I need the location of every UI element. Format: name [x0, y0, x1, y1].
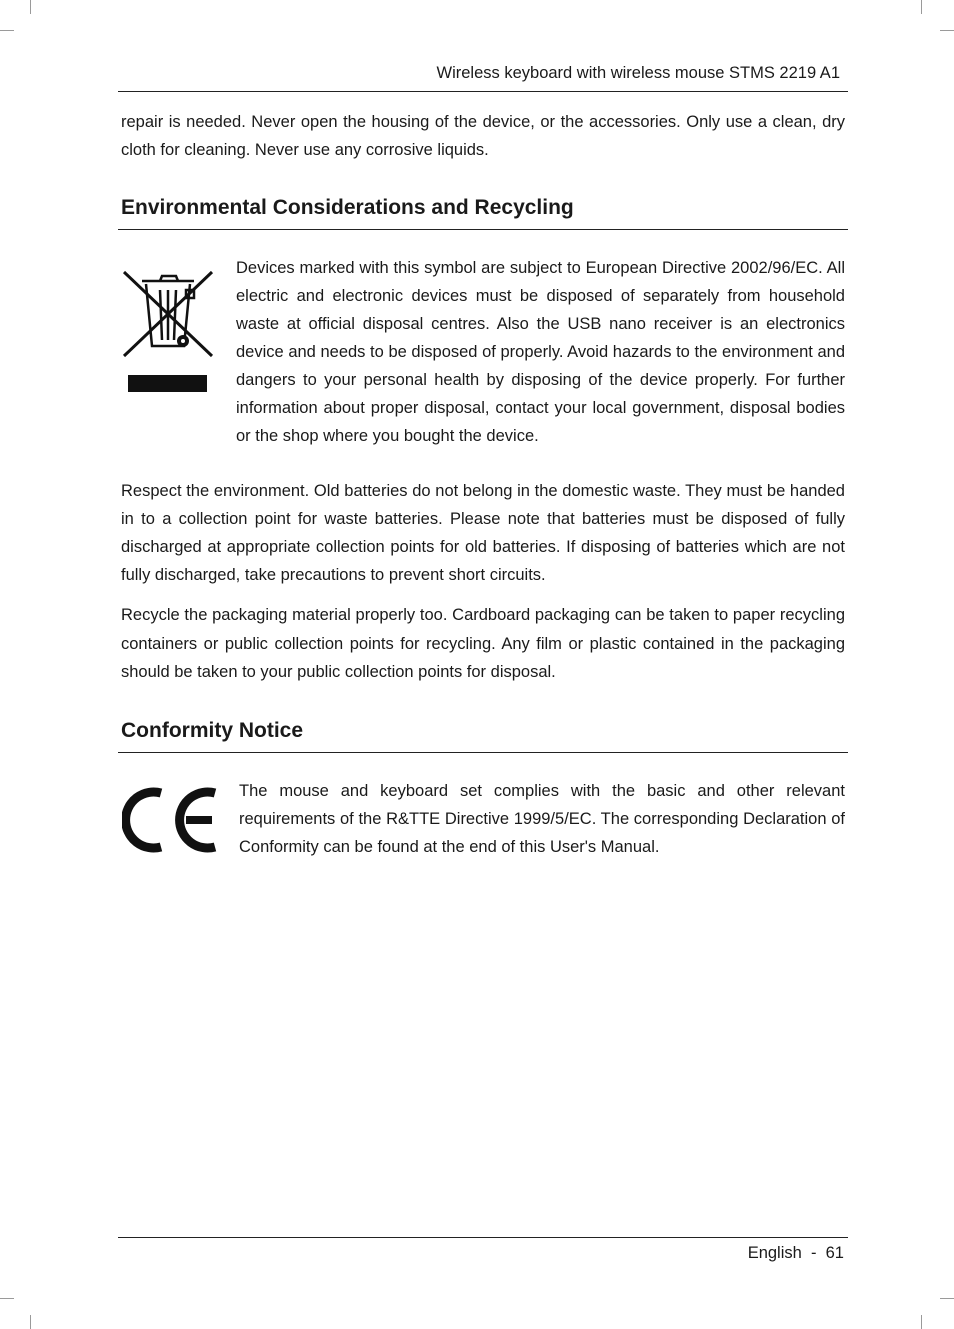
page-footer: English - 61 [747, 1244, 844, 1262]
packaging-paragraph: Recycle the packaging material properly too. Cardboard packaging can be taken to paper recycling containers or public collection points for recycling. Any film or plastic contained in the packaging should be taken to your public collection points for disposal. [121, 606, 845, 681]
ce-mark-icon [122, 784, 222, 856]
crop-mark [921, 1315, 922, 1329]
crop-mark [30, 0, 31, 14]
footer-rule [118, 1237, 848, 1238]
crop-mark [940, 30, 954, 31]
weee-paragraph: Devices marked with this symbol are subject to European Directive 2002/96/EC. All electric and electronic devices must be disposed of separately from household waste at official disposal centres. Also the USB nano receiver is an electronics device and needs to be disposed of properly. Avoid hazards to the environment and dangers to your personal health by disposing of the device properly. For further information about proper disposal, contact your local government, disposal bodies or the shop where you bought the device. [236, 259, 845, 445]
crossed-out-wheelie-bin-icon [120, 266, 216, 394]
section-rule [118, 752, 848, 753]
header-rule [118, 91, 848, 92]
crop-mark [921, 0, 922, 14]
conformity-paragraph: The mouse and keyboard set complies with the basic and other relevant requirements of the R&TTE Directive 1999/5/EC. The corresponding Declaration of Conformity can be found at the end of this User's Manual. [239, 782, 845, 856]
crop-mark [0, 1298, 14, 1299]
crop-mark [940, 1298, 954, 1299]
crop-mark [30, 1315, 31, 1329]
intro-paragraph: repair is needed. Never open the housing of the device, or the accessories. Only use a clean, dry cloth for cleaning. Never use any corrosive liquids. [121, 113, 845, 159]
crop-mark [0, 30, 14, 31]
running-header: Wireless keyboard with wireless mouse STMS 2219 A1 [436, 64, 840, 82]
batteries-paragraph: Respect the environment. Old batteries do not belong in the domestic waste. They must be handed in to a collection point for waste batteries. Please note that batteries must be disposed of fully discharged at appropriate collection points for old batteries. If disposing of batteries which are not fully discharged, take precautions to prevent short circuits. [121, 482, 845, 584]
section-heading-environment: Environmental Considerations and Recycling [121, 196, 574, 219]
section-heading-conformity: Conformity Notice [121, 719, 304, 742]
section-rule [118, 229, 848, 230]
